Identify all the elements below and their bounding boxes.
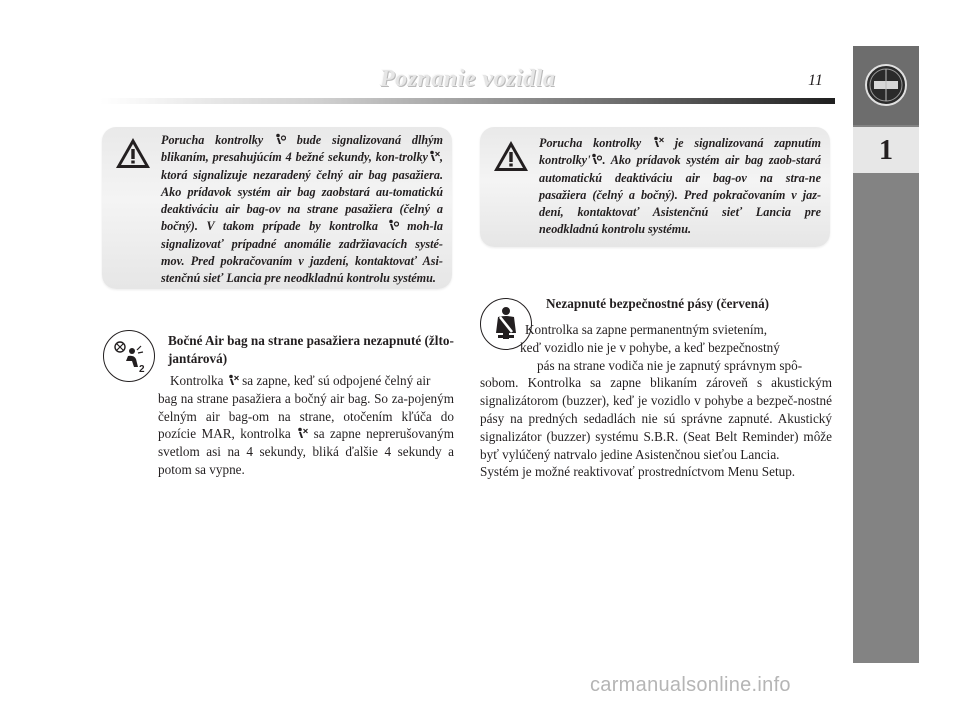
warning-box-right [480, 127, 830, 247]
seatbelt-body-line3: pás na strane vodiča nie je zapnutý správnym spô- [537, 357, 803, 373]
seatbelt-title: Nezapnuté bezpečnostné pásy (červená) [546, 296, 770, 311]
seatbelt-body-last: Systém je možné reaktivovať prostredníctvom Menu Setup. [480, 464, 796, 480]
warning-box-left [102, 127, 452, 289]
airbag-person-icon [274, 133, 286, 145]
side-airbag-title: Bočné Air bag na strane pasažiera nezapnuté (žlto-jantárová) [168, 333, 454, 366]
airbag-person-icon [387, 219, 399, 231]
side-airbag-body-c: bag na strane pasažiera a bočný air bag. So za-pojeným čelným air bag-om na strane, otočením kľúča do pozície MAR, kontrolka [158, 390, 454, 442]
passenger-airbag-off-icon [296, 427, 308, 439]
warning-right-text-a: Porucha kontrolky [539, 136, 652, 150]
watermark: carmanualsonline.info [590, 674, 791, 696]
warning-right-text-b: je signalizovaná zapnutím kontrolky' [539, 136, 821, 168]
seatbelt-body-line1: Kontrolka sa zapne permanentným svietením, [525, 322, 768, 337]
seatbelt-body [480, 321, 832, 481]
page-number: 11 [808, 72, 823, 89]
passenger-airbag-off-icon [652, 136, 664, 148]
side-airbag-off-icon [110, 337, 148, 375]
svg-text:2: 2 [139, 364, 145, 375]
warning-right-text-c: . Ako prídavok systém air bag zaob-stará automatickú deaktiváciu air bag-ov na stra-ne pasažiera (čelný a bočný). Pred pokračovaním v jaz-dení, kontaktovať Asistenčnú sieť Lancia pre neodkladnú kontrolu systému. [539, 153, 821, 237]
passenger-airbag-off-icon [227, 374, 239, 386]
side-airbag-body-a: Kontrolka [170, 373, 227, 388]
chapter-number: 1 [879, 135, 893, 166]
warning-left-text-c: , ktorá signalizuje nezaradený čelný air bag pasažiera. Ako prídavok systém air bag zaobstará au-tomatickú deaktiváciu air bag-ov na strane pasažiera (čelný a bočný). V takom prípade by kontrolka [161, 150, 443, 234]
warning-text-right [494, 135, 821, 239]
logo-box [853, 46, 919, 125]
side-airbag-body-b: sa zapne, keď sú odpojené čelný air [238, 373, 431, 388]
header-rule [100, 98, 835, 104]
lancia-logo-icon [864, 63, 908, 107]
warning-text-left [116, 132, 443, 288]
seatbelt-body-line2: keď vozidlo nie je v pohybe, a keď bezpečnostný [520, 339, 780, 355]
airbag-person-icon [590, 153, 602, 165]
warning-left-text-d: moh-la signalizovať prípadné anomálie zadržiavacích systé-mov. Pred pokračovaním v jazdení, kontaktovať Asi-stenčnú sieť Lancia pre neodkladnú kontrolu systému. [161, 219, 444, 286]
side-airbag-body [102, 372, 454, 479]
passenger-airbag-off-icon [428, 150, 440, 162]
chapter-tab[interactable] [853, 127, 919, 173]
page-header-title: Poznanie vozidla [380, 66, 556, 92]
seatbelt-body-rest: sobom. Kontrolka sa zapne blikaním zároveň s akustickým signalizátorom (buzzer), keď je vozidlo v pohybe a bezpeč-nostné pásy na predných sedadlách nie sú správne zapnuté. Akustický signalizátor (buzzer) systému S.B.R. (Seat Belt Reminder) môže byť vylúčený natrvalo jedine Asistenčnou sieťou Lancia. [480, 375, 832, 462]
warning-left-text-b: bude signalizovaná dlhým blikaním, presahujúcím 4 bežné sekundy, kon-trolky [161, 133, 443, 165]
side-airbag-body-d: sa zapne neprerušovaným svetlom asi na 4 sekundy, bliká ďalšie 4 sekundy a potom sa vypne. [158, 426, 454, 477]
warning-left-text-a: Porucha kontrolky [161, 133, 275, 147]
